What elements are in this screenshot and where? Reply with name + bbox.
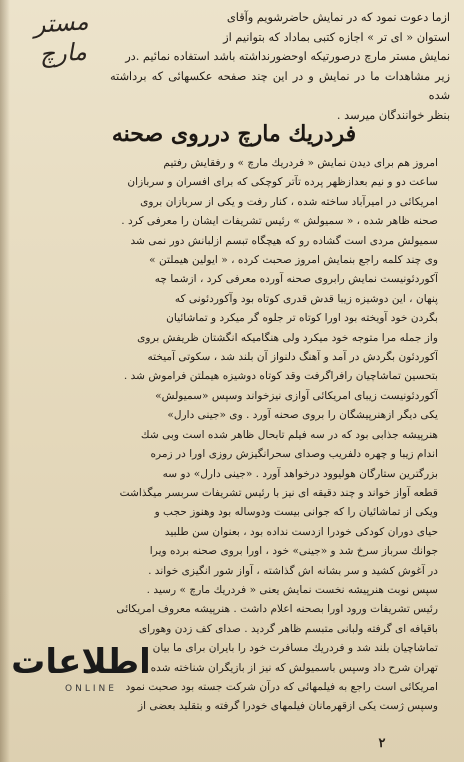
body-line: حیای دوران کودکی خودرا ازدست نداده بود ، بعنوان سن طلبید <box>164 525 438 538</box>
body-line: هنرپیشه جذابی بود که در سه فیلم تابحال ظاهر شده است وبی شك <box>140 428 438 441</box>
body-line: امروز هم برای دیدن نمایش « فردریك مارچ » و رفقایش رفتیم <box>163 157 438 169</box>
watermark-subtext: ONLINE <box>65 684 117 694</box>
body-line: در آغوش کشید و سر بشانه اش گذاشته ، آواز شور انگیزی خواند . <box>148 564 438 577</box>
body-line: اندام زیبا و چهره دلفریب وصدای سحرانگیزش روزی اورا در زمره <box>150 448 438 461</box>
body-line: وسپس ژست یکی ازقهرمانان فیلمهای خودرا گرفته و بتقلید بعضی از <box>137 700 438 713</box>
intro-line: ازما دعوت نمود که در نمایش حاضرشویم وآقای <box>226 11 450 24</box>
body-line: یکی دیگر ازهنرپیشگان را بروی صحنه آورد . وی «جینی دارل» <box>167 409 438 422</box>
intro-line: بنظر خوانندگان میرسد . <box>336 108 450 122</box>
intro-paragraph <box>110 8 450 125</box>
body-line: امریکائی در امیرآباد ساخته شده ، کنار رفت و یکی از سربازان بروی <box>140 195 438 208</box>
body-line: تهران شرح داد وسپس باسمیولش که نیز از بازیگران شناخته شده <box>150 661 438 674</box>
body-line: ساعت دو و نیم بعدازظهر پرده تآتر کوچکی که برای افسران و سربازان <box>127 176 438 189</box>
body-line: آکوردئونیست نمایش رابروی صحنه آورده معرفی کرد ، ازشما چه <box>154 273 438 286</box>
body-line: رئیس تشریفات ورود اورا بصحنه اعلام داشت . هنرپیشه معروف امریکائی <box>116 603 438 616</box>
body-line: سمیولش مردی است گشاده رو که هیچگاه تبسم ازلبانش دور نمی شد <box>130 234 438 247</box>
body-line: ویکی از تماشائیان را که جوانی بیست ودوساله بود وهنوز حجب و <box>154 506 438 519</box>
body-line: باقیافه ای گرفته ولبانی متبسم ظاهر گردید . صدای کف زدن وهورای <box>138 622 438 635</box>
article-body <box>34 154 438 717</box>
body-line: امریکائی است راجع به فیلمهائی که درآن شرکت جسته بود صحبت نمود <box>125 680 438 693</box>
body-line: سپس نوبت هنرپیشه نخست نمایش یعنی « فردریك مارچ » رسید . <box>146 583 438 596</box>
body-line: قطعه آواز خواند و چند دقیقه ای نیز با رئیس تشریفات سربسر میگذاشت <box>119 486 438 499</box>
body-line: پنهان ، این دوشیزه زیبا قدش قدری کوتاه بود وآکوردئونی که <box>174 292 438 305</box>
body-line: تماشاچیان بلند شد و فردریك مسافرت خود را بایران برای ما بیان <box>152 642 438 655</box>
body-line: وی چند کلمه راجع بنمایش امروز صحبت کرده ، « ایولین هیملتن » <box>149 254 438 267</box>
body-line: صحنه ظاهر شده ، « سمیولش » رئیس تشریفات ایشان را معرفی کرد . <box>121 215 438 228</box>
body-line: آکوردئون بگردش در آمد و آهنگ دلنواز آن بلند شد ، سکوتی آمیخته <box>147 351 438 364</box>
watermark-logo-text: اطلاعات <box>11 642 151 682</box>
page-number: ۲ <box>378 736 386 751</box>
body-line: واز جمله مرا متوجه خود میکرد ولی هنگامیکه انگشتان ظریفش بروی <box>137 331 438 344</box>
body-line: آکوردئونیست زیبای امریکائی آوازی نیزخواند وسپس «سمیولش» <box>155 389 438 402</box>
handwritten-title: مستر مارچ <box>32 7 90 69</box>
article-title: فردریك مارچ درروی صحنه <box>111 121 357 147</box>
intro-line: نمایش مستر مارچ درصورتیکه اوحضورنداشته باشد استفاده نمائیم .در <box>125 50 450 63</box>
body-line: جوانك سرباز سرخ شد و «جینی» خود ، اورا بروی صحنه برده ویرا <box>149 545 438 558</box>
body-line: بزرگترین ستارگان هولیوود درخواهد آورد . «جینی دارل» دو سه <box>162 467 438 480</box>
body-line: بتحسین تماشاچیان رافراگرفت وقد کوتاه دوشیزه هیملتن فراموش شد . <box>123 370 438 383</box>
intro-line: استوان « ای تر » اجازه کتبی بماداد که بتوانیم از <box>223 30 450 44</box>
body-line: بگردن خود آویخته بود اورا کوتاه تر جلوه گر میکرد و تماشائیان <box>166 312 438 325</box>
intro-line: زیر مشاهدات ما در نمایش و در این چند صفحه عکسهائی که برداشته شده <box>110 69 450 102</box>
ettelaat-online-watermark <box>6 640 156 704</box>
